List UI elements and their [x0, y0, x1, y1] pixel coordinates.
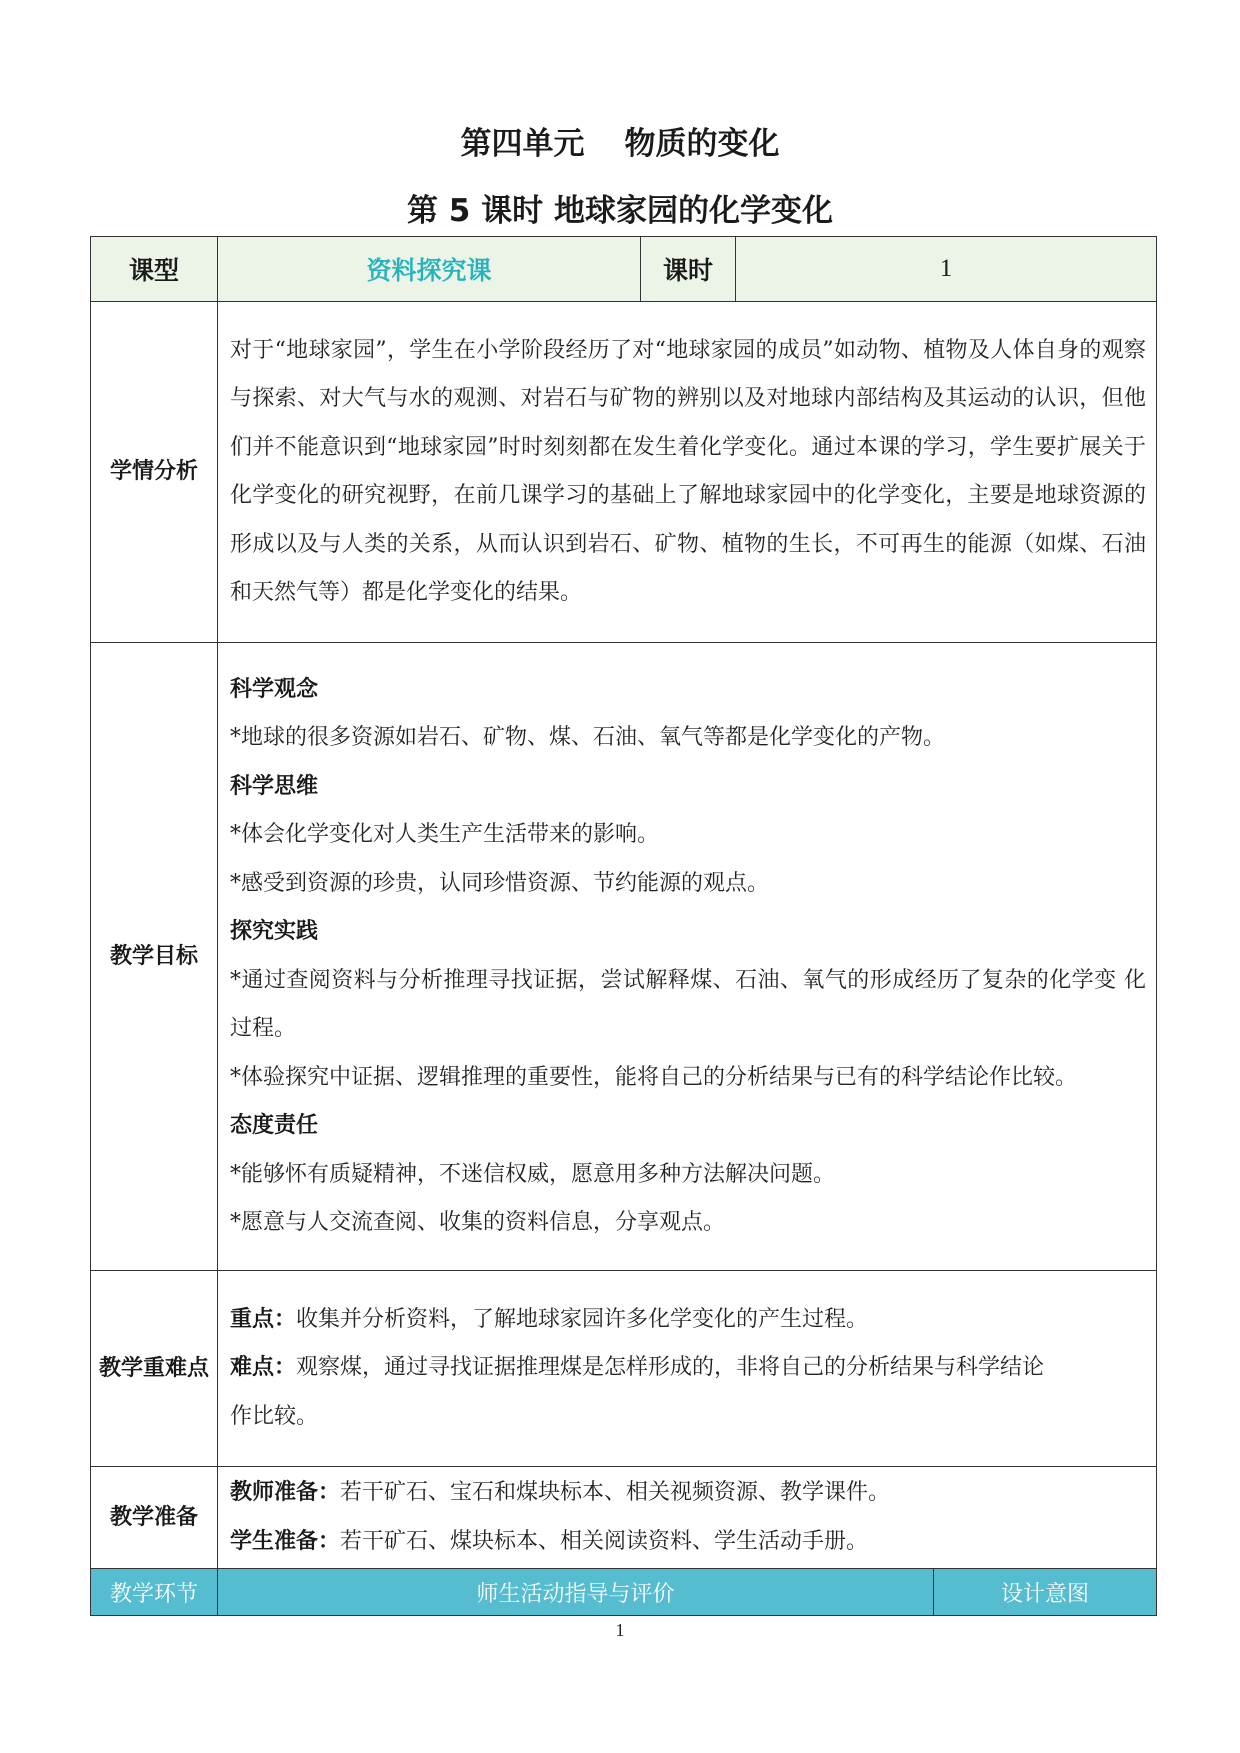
goal-item: *体验探究中证据、逻辑推理的重要性，能将自己的分析结果与已有的科学结论作比较。	[230, 1064, 1078, 1090]
hours-value: 1	[736, 237, 1157, 302]
teacher-prep-label: 教师准备：	[230, 1480, 341, 1505]
difficult-point	[230, 1344, 1146, 1393]
analysis-text: 对于“地球家园”，学生在小学阶段经历了对“地球家园的成员”如动物、植物及人体自身的观察与探索、对大气与水的观测、对岩石与矿物的辨别以及对地球内部结构及其运动的认识，但他们并不能意识到“地球家园”时时刻刻都在发生着化学变化。通过本课的学习，学生要扩展关于化学变化的研究视野，在前几课学习的基础上了解地球家园中的化学变化，主要是地球资源的形成以及与人类的关系，从而认识到岩石、矿物、植物的生长，不可再生的能源（如煤、石油和天然气等）都是化学变化的结果。	[218, 302, 1157, 643]
type-label: 课型	[91, 237, 218, 302]
goal-item: *通过查阅资料与分析推理寻找证据，尝试解释煤、石油、氧气的形成经历了复杂的化学变 化过程。	[230, 967, 1146, 1041]
student-prep-text: 若干矿石、煤块标本、相关阅读资料、学生活动手册。	[340, 1528, 869, 1554]
prep-content	[218, 1467, 1157, 1569]
goals-row	[91, 643, 1157, 1271]
goal-heading-practice: 探究实践	[230, 919, 319, 944]
table-footer-row	[91, 1569, 1157, 1616]
difficult-point-text: 观察煤，通过寻找证据推理煤是怎样形成的，非将自己的分析结果与科学结论	[296, 1355, 1045, 1381]
key-point-label: 重点：	[230, 1306, 297, 1332]
unit-number: 第四单元	[460, 126, 585, 162]
unit-name: 物质的变化	[624, 126, 780, 162]
student-prep-label: 学生准备：	[230, 1528, 341, 1554]
unit-title	[0, 118, 1240, 163]
type-value: 资料探究课	[218, 237, 641, 302]
student-prep	[230, 1518, 1146, 1567]
keypoints-row	[91, 1271, 1157, 1467]
difficult-point-continued: 作比较。	[230, 1403, 319, 1429]
goal-item: *地球的很多资源如岩石、矿物、煤、石油、氧气等都是化学变化的产物。	[230, 725, 946, 750]
analysis-row	[91, 302, 1157, 643]
key-point	[230, 1296, 1146, 1345]
keypoints-label: 教学重难点	[91, 1271, 218, 1467]
goal-item: *体会化学变化对人类生产生活带来的影响。	[230, 822, 660, 847]
footer-col-intent: 设计意图	[934, 1569, 1157, 1616]
goal-heading-concept: 科学观念	[230, 676, 319, 702]
lesson-title: 第 5 课时 地球家园的化学变化	[407, 193, 833, 229]
key-point-text: 收集并分析资料，了解地球家园许多化学变化的产生过程。	[296, 1306, 869, 1332]
footer-col-activity: 师生活动指导与评价	[218, 1569, 934, 1616]
goals-label: 教学目标	[91, 643, 218, 1271]
difficult-point-label: 难点：	[230, 1355, 297, 1381]
goal-item: *愿意与人交流查阅、收集的资料信息，分享观点。	[230, 1210, 726, 1235]
analysis-label: 学情分析	[91, 302, 218, 643]
goal-item: *感受到资源的珍贵，认同珍惜资源、节约能源的观点。	[230, 870, 770, 896]
teacher-prep-text: 若干矿石、宝石和煤块标本、相关视频资源、教学课件。	[340, 1480, 891, 1505]
lesson-plan-table	[90, 236, 1157, 1616]
keypoints-content	[218, 1271, 1157, 1467]
goal-heading-attitude: 态度责任	[230, 1113, 319, 1138]
footer-col-stage: 教学环节	[91, 1569, 218, 1616]
table-header-row	[91, 237, 1157, 302]
goal-item: *能够怀有质疑精神，不迷信权威，愿意用多种方法解决问题。	[230, 1161, 836, 1187]
page-number: 1	[615, 1620, 625, 1640]
goal-heading-thinking: 科学思维	[230, 773, 319, 799]
goals-content	[218, 643, 1157, 1271]
prep-label: 教学准备	[91, 1467, 218, 1569]
teacher-prep	[230, 1469, 1146, 1518]
hours-label: 课时	[641, 237, 736, 302]
prep-row	[91, 1467, 1157, 1569]
